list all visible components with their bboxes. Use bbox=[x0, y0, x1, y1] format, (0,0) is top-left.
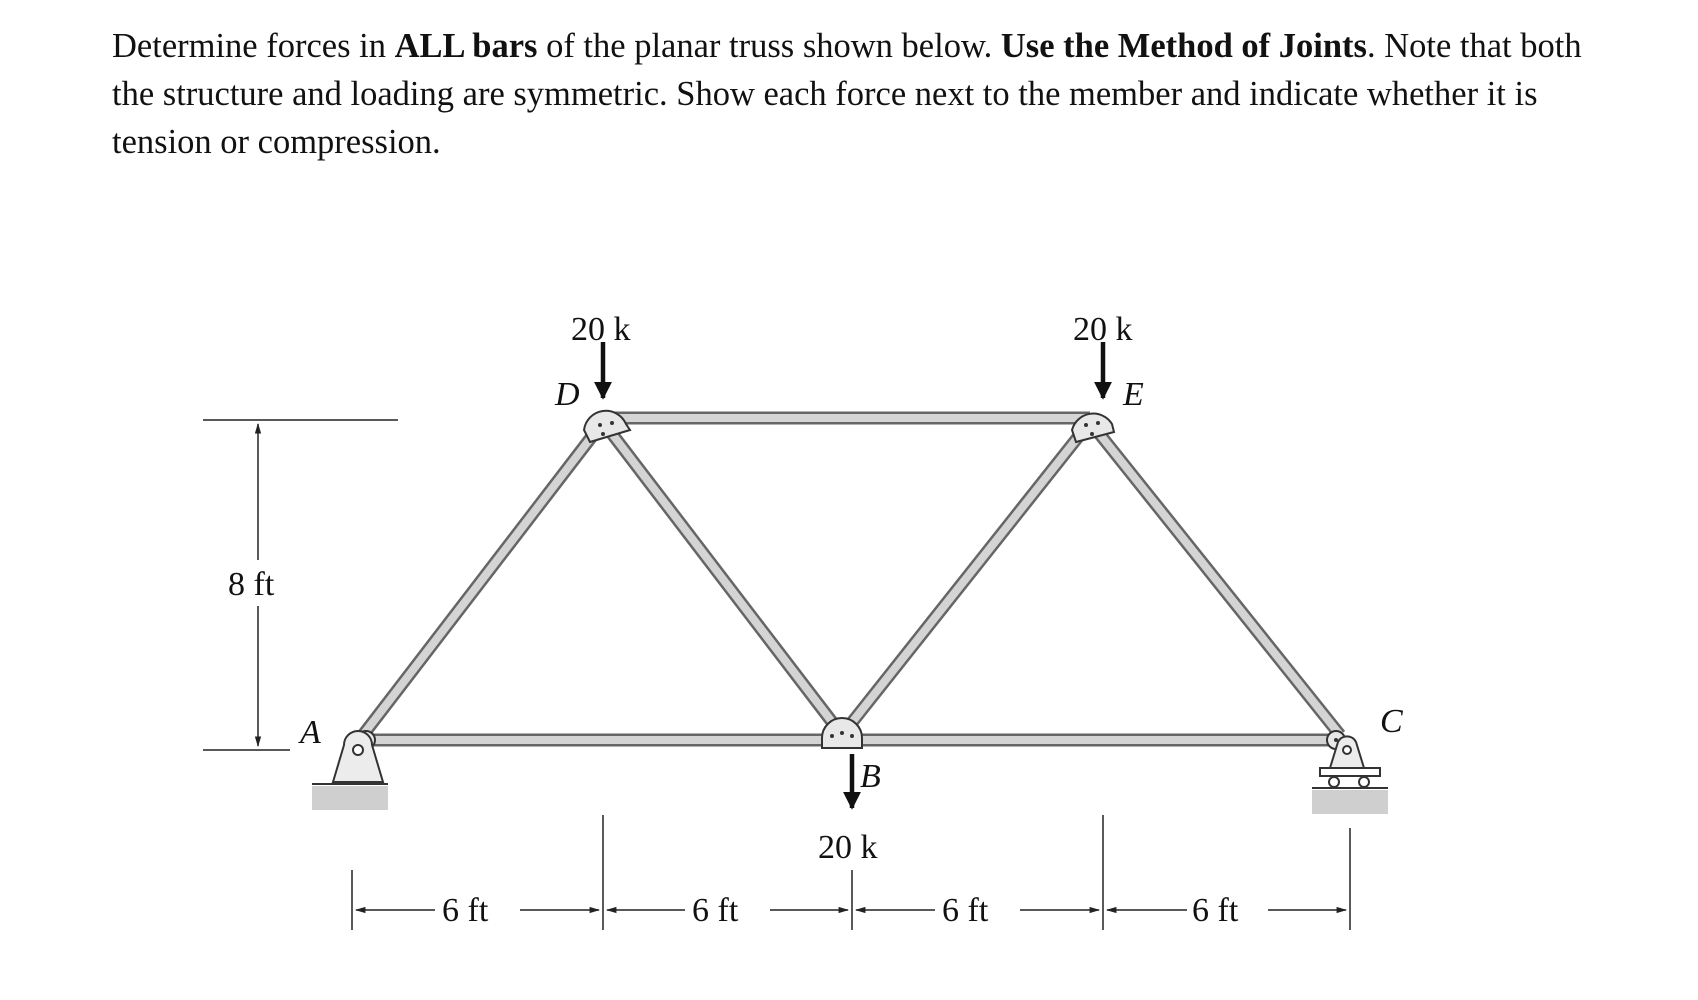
problem-rest: . Note that both the structure and loading are symmetric. Show each force next to the member and indicate whether it is tension or compression. bbox=[112, 27, 1582, 161]
gusset-B bbox=[822, 718, 862, 748]
node-label-A: A bbox=[300, 714, 321, 751]
problem-mid: of the planar truss shown below. bbox=[537, 27, 1001, 65]
member-BE bbox=[842, 422, 1090, 735]
member-EC bbox=[1090, 422, 1340, 735]
problem-intro: Determine forces in bbox=[112, 27, 395, 65]
member-AD bbox=[363, 422, 603, 735]
height-dimension bbox=[203, 420, 398, 750]
node-label-D: D bbox=[555, 376, 580, 413]
node-label-B: B bbox=[860, 758, 881, 795]
span-label-4: 6 ft bbox=[1192, 892, 1239, 929]
span-label-1: 6 ft bbox=[442, 892, 489, 929]
roller-support-C bbox=[1312, 736, 1388, 814]
node-label-E: E bbox=[1123, 376, 1144, 413]
members bbox=[363, 418, 1340, 740]
height-dim-label: 8 ft bbox=[228, 566, 275, 603]
problem-bold-all-bars: ALL bars bbox=[394, 27, 538, 65]
load-label-D: 20 k bbox=[571, 311, 631, 348]
problem-bold-method: Use the Method of Joints bbox=[1000, 27, 1367, 65]
span-label-2: 6 ft bbox=[692, 892, 739, 929]
load-label-E: 20 k bbox=[1073, 311, 1133, 348]
node-label-C: C bbox=[1380, 703, 1403, 740]
span-label-3: 6 ft bbox=[942, 892, 989, 929]
load-label-B: 20 k bbox=[818, 829, 878, 866]
member-DB bbox=[603, 422, 842, 735]
